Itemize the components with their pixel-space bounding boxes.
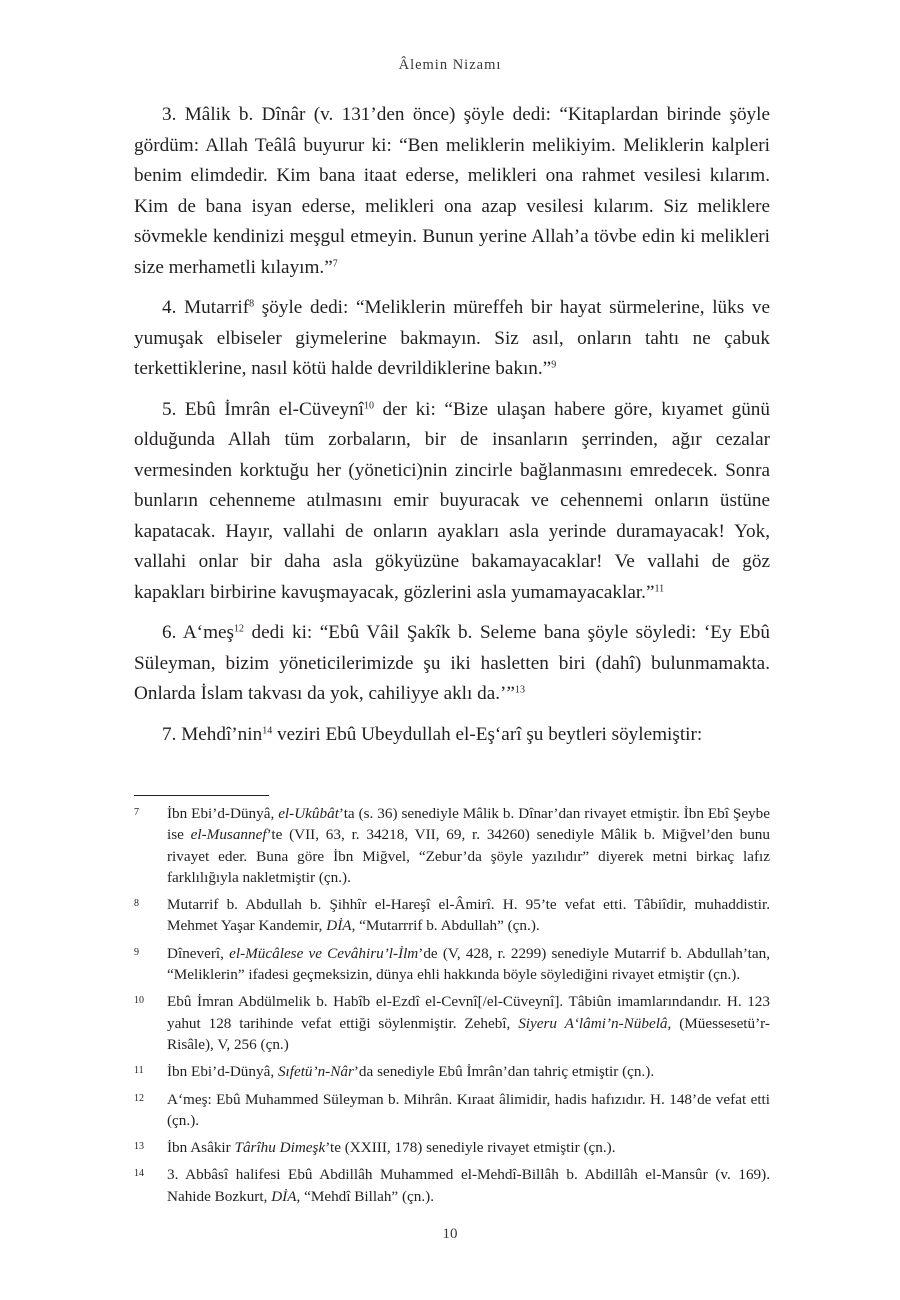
paragraph [134,395,770,609]
text-run: İbn Ebi’d-Dünyâ, [167,805,279,822]
text-run: 6. A‘meş [162,622,234,643]
footnote-ref: 11 [654,583,665,594]
text-run: A‘meş: Ebû Muhammed Süleyman b. Mihrân. Kıraat âlimidir, hadis hafızıdır. H. 148’de vefat etti (çn.). [167,1090,770,1129]
footnote-number: 8 [134,898,139,910]
footnote-number: 9 [134,946,139,958]
text-run: İbn Asâkir [167,1139,235,1157]
footnote-divider [134,795,269,796]
footnote [134,1137,770,1158]
footnote-number: 11 [134,1065,144,1077]
main-text [134,100,770,760]
footnote-number: 13 [134,1141,144,1153]
text-run: ’te (XXIII, 178) senediyle rivayet etmiştir (çn.). [325,1139,616,1157]
text-run: Mutarrif b. Abdullah b. Şihhîr el-Hareşî el-Âmirî. H. 95’te vefat etti. Tâbiîdir, muhaddistir. Mehmet Yaşar Kandemir, [167,896,770,935]
footnote-number: 10 [134,995,144,1007]
text-run: 4. Mutarrif [162,297,250,318]
footnote-ref: 14 [262,725,273,736]
text-run: der ki: “Bize ulaşan habere göre, kıyamet günü olduğunda Allah tüm zorbaların, bir de insanların şerrinden, ağır cezalar vermesinden korktuğu her (yönetici)nin zincirle bağlanmasını emredecek. Sonra bunların cehenneme atılmasını emir buyuracak ve cehennemi onların üstüne kapatacak. Hayır, vallahi de onların ayakları asla yerinde duramayacak! Yok, vallahi onlar bir daha asla gökyüzüne bakamayacaklar! Ve vallahi de göz kapakları birbirine kavuşmayacak, gözlerini asla yumamayacaklar.” [134,398,770,603]
footnote [134,1089,770,1132]
italic-title: Târîhu Dimeşk [234,1139,326,1157]
text-run: , “Mehdî Billah” (çn.). [296,1187,434,1205]
footnote-number: 12 [134,1092,144,1104]
footnotes [134,803,770,1213]
page-number: 10 [442,1226,458,1242]
footnote [134,943,770,986]
text-run: Ebû İmran Abdülmelik b. Habîb el-Ezdî el-Cevnî[/el-Cüveynî]. Tâbiûn imamlarındandır. H. 123 yahut 128 tarihinde vefat ettiği söylenmiştir. Zehebî, [167,993,770,1032]
footnote-text [167,1164,770,1207]
footnote-ref: 9 [551,359,557,371]
text-run: , (Müessesetü’r-Risâle), V, 256 (çn.) [167,1014,770,1053]
footnote-ref: 8 [249,298,255,310]
text-run: , “Mutarrrif b. Abdullah” (çn.). [351,917,540,935]
text-run: ’da senediyle Ebû İmrân’dan tahriç etmiştir (çn.). [353,1063,655,1081]
text-run: ’te (VII, 63, r. 34218, VII, 69, r. 34260) senediyle Mâlik b. Miğvel’den bunu rivayet eder. Buna göre İbn Miğvel, “Zebur’da şöyle yazılıdır” diyerek metni birkaç lafız farklılığıyla nakletmiştir (çn.). [167,826,770,886]
italic-title: el-Mücâlese ve Cevâhiru’l-İlm [229,944,419,962]
text-run: 3. Mâlik b. Dînâr (v. 131’den önce) şöyle dedi: “Kitaplardan birinde şöyle gördüm: Allah Teâlâ buyurur ki: “Ben meliklerin melikiyim. Meliklerin kalpleri benim elimdedir. Kim bana itaat ederse, melikleri ona rahmet vesilesi kılarım. Kim de bana isyan ederse, melikleri ona azap vesilesi kılarım. Siz meliklere sövmekle kendinizi meşgul etmeyin. Bunun yerine Allah’a tövbe edin ki melikleri size merhametli kılayım.” [134,104,770,278]
footnote-text [167,894,770,937]
footnote [134,991,770,1055]
text-run: 5. Ebû İmrân el-Cüveynî [162,398,364,420]
footnote-text [167,1137,770,1158]
footnote-text [167,943,770,986]
text-run: ’ta (s. 36) senediyle Mâlik b. Dînar’dan rivayet etmiştir. İbn Ebî Şeybe ise [167,805,770,844]
footnote-text [167,1089,770,1132]
text-run: 7. Mehdî’nin [162,723,263,745]
text-run: Dîneverî, [167,944,230,962]
italic-title: el-Ukûbât [278,805,339,822]
italic-title: Sıfetü’n-Nâr [277,1063,354,1081]
footnote-text [167,803,770,888]
footnote-ref: 12 [233,623,244,635]
footnote [134,894,770,937]
footnote-text [167,1061,770,1082]
footnote-number: 7 [134,807,139,818]
text-run: İbn Ebi’d-Dünyâ, [167,1063,278,1081]
paragraph [134,293,770,385]
footnote [134,803,770,888]
text-run: 3. Abbâsî halifesi Ebû Abdillâh Muhammed el-Mehdî-Billâh b. Abdillâh el-Mansûr (v. 169). Nahide Bozkurt, [167,1166,770,1205]
italic-title: DİA [326,917,352,935]
footnote-ref: 13 [514,684,525,696]
italic-title: Siyeru A‘lâmi’n-Nübelâ [518,1014,668,1032]
footnote-ref: 7 [332,258,338,269]
text-run: dedi ki: “Ebû Vâil Şakîk b. Seleme bana şöyle söyledi: ‘Ey Ebû Süleyman, bizim yöneticilerimizde şu iki hasletten biri (dahî) bulunmamakta. Onlarda İslam takvası da yok, cahiliyye aklı da.’” [134,622,770,704]
text-run: ’de (V, 428, r. 2299) senediyle Mutarrif b. Abdullah’tan, “Meliklerin” ifadesi geçmeksizin, dünya ehli hakkında böyle söylediğini rivayet etmiştir (çn.). [167,944,771,984]
running-head: Âlemin Nizamı [398,57,502,73]
paragraph [134,618,770,710]
footnote-ref: 10 [364,400,374,411]
text-run: veziri Ebû Ubeydullah el-Eş‘arî şu beytleri söylemiştir: [272,723,703,745]
footnote [134,1061,770,1082]
paragraph [134,720,770,751]
italic-title: DİA [271,1187,297,1205]
footnote [134,1164,770,1207]
footnote-text [167,991,770,1055]
italic-title: el-Musannef [190,826,267,844]
footnote-number: 14 [134,1168,144,1180]
text-run: şöyle dedi: “Meliklerin müreffeh bir hayat sürmelerine, lüks ve yumuşak elbiseler giymelerine bakmayın. Siz asıl, onların tahtı ne çabuk terkettiklerine, nasıl kötü halde devrildiklerine bakın.” [134,297,770,379]
paragraph [134,100,770,283]
